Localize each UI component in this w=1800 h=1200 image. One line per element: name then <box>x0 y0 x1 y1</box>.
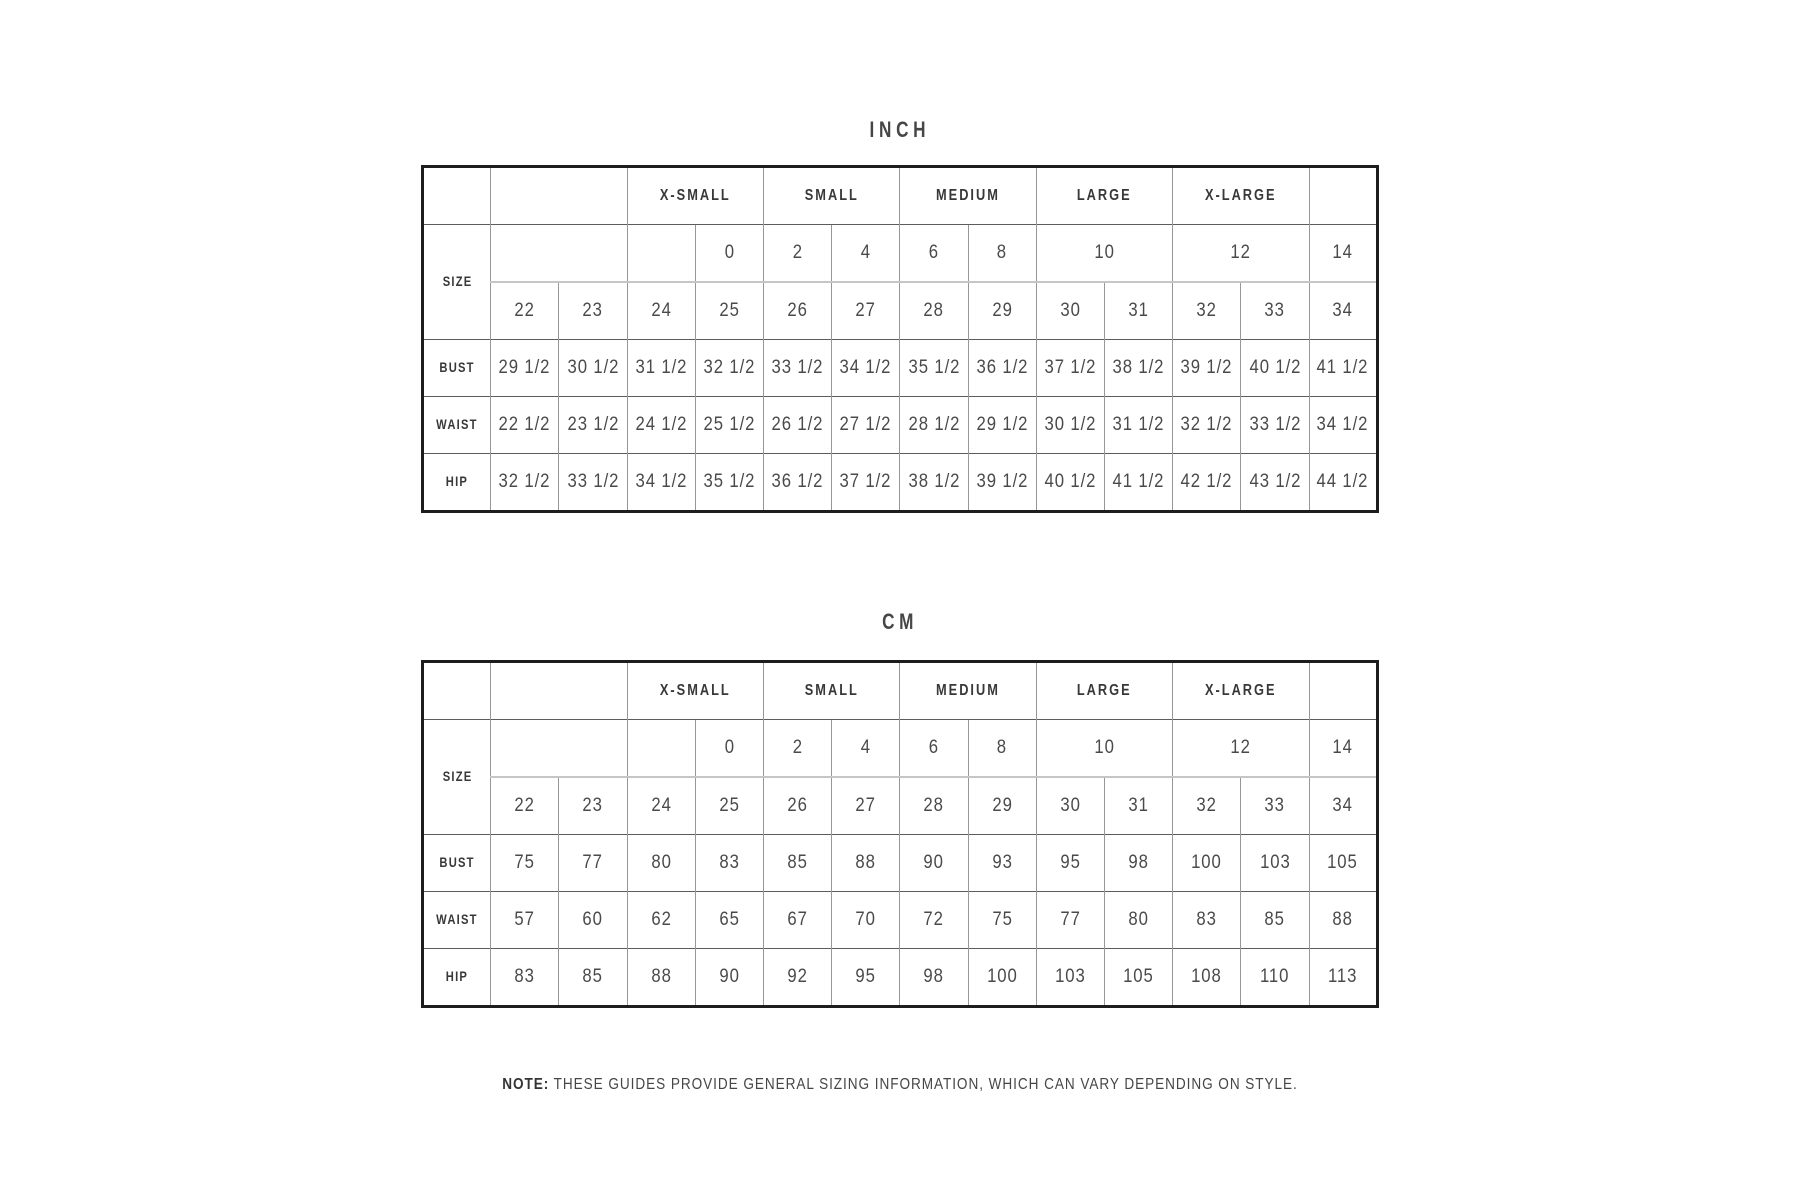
measurement-value-cell-text: 27 1/2 <box>839 414 892 435</box>
size-number-cell-text: 24 <box>651 300 672 321</box>
measurement-value-cell <box>1036 340 1104 397</box>
measurement-value-cell <box>1173 340 1241 397</box>
note-label: NOTE: <box>502 1076 550 1093</box>
size-number-cell-text: 31 <box>1128 795 1149 816</box>
measurement-value-cell-text: 80 <box>651 852 672 873</box>
numeric-size-cell-text: 4 <box>860 242 871 263</box>
size-number-cell-text: 25 <box>719 300 740 321</box>
measurement-value-cell-text: 44 1/2 <box>1316 471 1369 492</box>
measurement-value-cell <box>491 949 559 1007</box>
measurement-value-cell-text: 41 1/2 <box>1316 357 1369 378</box>
group-header-cell-medium <box>900 662 1036 720</box>
group-header-cell-small-text: SMALL <box>804 187 859 204</box>
note-body: THESE GUIDES PROVIDE GENERAL SIZING INFORMATION, WHICH CAN VARY DEPENDING ON STYLE. <box>549 1076 1298 1093</box>
size-number-cell-text: 33 <box>1264 300 1286 321</box>
measurement-value-cell <box>900 340 968 397</box>
measurement-value-cell <box>491 340 559 397</box>
measurement-value-cell <box>695 340 763 397</box>
measurement-value-cell <box>1036 892 1104 949</box>
size-number-cell <box>968 777 1036 835</box>
row-label-cell-waist <box>423 892 491 949</box>
sizing-note-text <box>502 1076 1298 1094</box>
measurement-value-cell <box>900 397 968 454</box>
group-header-cell-x-large-text: X-LARGE <box>1205 682 1277 699</box>
measurement-value-cell <box>1105 892 1173 949</box>
measurement-value-cell-text: 85 <box>787 852 808 873</box>
size-number-cell <box>1105 282 1173 340</box>
measurement-value-cell <box>900 454 968 512</box>
measurement-value-cell <box>627 397 695 454</box>
measurement-value-cell <box>1241 835 1309 892</box>
numeric-size-cell-text: 8 <box>997 242 1008 263</box>
measurement-value-cell-text: 39 1/2 <box>1180 357 1233 378</box>
size-number-cell-text: 29 <box>992 300 1013 321</box>
measurement-value-cell-text: 39 1/2 <box>976 471 1029 492</box>
measurement-value-cell-text: 92 <box>787 966 808 987</box>
empty-group-cell <box>1309 662 1377 720</box>
group-header-cell-medium <box>900 167 1036 225</box>
measurement-value-cell <box>559 949 627 1007</box>
measurement-value-cell <box>1309 949 1377 1007</box>
group-header-cell-x-small-text: X-SMALL <box>659 682 731 699</box>
group-header-cell-small <box>764 662 900 720</box>
measurement-value-cell-text: 29 1/2 <box>976 414 1029 435</box>
measurement-value-cell-text: 38 1/2 <box>908 471 960 492</box>
measurement-value-cell-text: 36 1/2 <box>771 471 824 492</box>
size-number-cell-text: 28 <box>923 795 945 816</box>
size-number-cell-text: 31 <box>1128 300 1149 321</box>
numeric-size-cell-text: 6 <box>928 242 940 263</box>
measurement-value-cell <box>695 892 763 949</box>
measurement-value-cell-text: 90 <box>923 852 945 873</box>
measurement-value-cell-text: 72 <box>923 909 945 930</box>
size-number-cell <box>559 282 627 340</box>
size-number-cell-text: 26 <box>787 795 808 816</box>
measurement-value-cell <box>1309 892 1377 949</box>
measurement-value-cell <box>1309 397 1377 454</box>
numeric-size-cell-text: 0 <box>724 242 735 263</box>
measurement-value-cell-text: 88 <box>855 852 877 873</box>
row-label-cell-hip-text: HIP <box>445 968 469 984</box>
numeric-size-cell-text: 8 <box>997 737 1008 758</box>
empty-cell <box>627 720 695 778</box>
measurement-value-cell <box>832 835 900 892</box>
numeric-size-cell <box>1173 720 1309 778</box>
numeric-size-cell <box>900 225 968 283</box>
measurement-value-cell-text: 30 1/2 <box>1044 414 1097 435</box>
numeric-size-cell <box>968 720 1036 778</box>
measurement-value-cell <box>968 340 1036 397</box>
measurement-value-cell-text: 113 <box>1328 966 1358 987</box>
empty-group-cell <box>423 662 491 720</box>
measurement-value-cell <box>559 454 627 512</box>
measurement-value-cell-text: 32 1/2 <box>703 357 756 378</box>
measurement-value-cell-text: 24 1/2 <box>635 414 688 435</box>
measurement-value-cell-text: 33 1/2 <box>567 471 619 492</box>
inch-table-title <box>421 117 1379 142</box>
measurement-value-cell <box>832 340 900 397</box>
measurement-value-cell-text: 42 1/2 <box>1180 471 1233 492</box>
measurement-value-cell-text: 35 1/2 <box>703 471 756 492</box>
group-header-cell-large-text: LARGE <box>1077 187 1132 204</box>
empty-group-cell <box>423 167 491 225</box>
group-header-cell-large <box>1036 167 1172 225</box>
group-header-cell-large-text: LARGE <box>1077 682 1132 699</box>
measurement-value-cell-text: 31 1/2 <box>635 357 688 378</box>
size-number-cell <box>832 282 900 340</box>
measurement-value-cell <box>1241 340 1309 397</box>
size-number-cell <box>764 777 832 835</box>
measurement-value-cell-text: 105 <box>1327 852 1359 873</box>
measurement-value-cell-text: 37 1/2 <box>1044 357 1097 378</box>
measurement-value-cell-text: 33 1/2 <box>1249 414 1301 435</box>
measurement-value-cell-text: 30 1/2 <box>567 357 619 378</box>
size-number-cell <box>627 777 695 835</box>
measurement-value-cell <box>1105 454 1173 512</box>
measurement-value-cell-text: 40 1/2 <box>1249 357 1301 378</box>
size-number-cell <box>1036 777 1104 835</box>
size-number-cell-text: 22 <box>514 795 535 816</box>
measurement-value-cell-text: 83 <box>1196 909 1218 930</box>
numeric-size-cell-text: 12 <box>1230 242 1252 263</box>
measurement-value-cell <box>1105 340 1173 397</box>
measurement-value-cell-text: 93 <box>992 852 1013 873</box>
numeric-size-cell <box>695 720 763 778</box>
measurement-value-cell <box>1173 892 1241 949</box>
group-header-cell-x-large <box>1173 662 1309 720</box>
size-number-cell <box>1105 777 1173 835</box>
measurement-value-cell-text: 41 1/2 <box>1112 471 1165 492</box>
cm-size-table <box>421 660 1379 1008</box>
numeric-size-cell <box>764 225 832 283</box>
group-header-cell-x-small-text: X-SMALL <box>659 187 731 204</box>
measurement-value-cell-text: 31 1/2 <box>1112 414 1165 435</box>
size-row-label-cell-text: SIZE <box>442 768 472 784</box>
size-number-cell-text: 33 <box>1264 795 1286 816</box>
inch-table-title-text: INCH <box>869 117 931 142</box>
measurement-value-cell-text: 95 <box>855 966 877 987</box>
cm-table-title-text: CM <box>881 609 919 634</box>
measurement-value-cell-text: 22 1/2 <box>498 414 551 435</box>
numeric-size-cell <box>1309 225 1377 283</box>
numeric-size-cell-text: 0 <box>724 737 735 758</box>
measurement-value-cell-text: 25 1/2 <box>703 414 756 435</box>
row-label-cell-hip-text: HIP <box>445 473 469 489</box>
measurement-value-cell <box>1173 397 1241 454</box>
measurement-value-cell <box>559 835 627 892</box>
measurement-value-cell-text: 88 <box>1332 909 1354 930</box>
size-number-cell <box>491 282 559 340</box>
measurement-value-cell-text: 33 1/2 <box>771 357 824 378</box>
cm-table-title <box>421 609 1379 634</box>
size-number-cell-text: 25 <box>719 795 740 816</box>
measurement-value-cell <box>1105 835 1173 892</box>
row-label-cell-waist-text: WAIST <box>436 416 478 432</box>
measurement-value-cell <box>1309 454 1377 512</box>
size-number-cell-text: 24 <box>651 795 672 816</box>
measurement-value-cell-text: 28 1/2 <box>908 414 960 435</box>
size-number-cell <box>1309 282 1377 340</box>
measurement-value-cell <box>968 454 1036 512</box>
size-number-cell-text: 28 <box>923 300 945 321</box>
size-number-cell <box>900 282 968 340</box>
size-number-cell-text: 22 <box>514 300 535 321</box>
group-header-cell-small <box>764 167 900 225</box>
measurement-value-cell-text: 77 <box>1060 909 1081 930</box>
measurement-value-cell <box>695 835 763 892</box>
empty-group-cell <box>491 167 627 225</box>
size-number-cell <box>627 282 695 340</box>
row-label-cell-bust <box>423 835 491 892</box>
size-row-label-cell <box>423 225 491 340</box>
measurement-value-cell-text: 85 <box>1264 909 1286 930</box>
size-number-cell-text: 30 <box>1060 300 1081 321</box>
numeric-size-cell <box>1036 225 1172 283</box>
numeric-size-cell-text: 2 <box>792 737 803 758</box>
group-header-cell-x-small <box>627 662 763 720</box>
numeric-size-cell <box>1173 225 1309 283</box>
measurement-value-cell <box>627 454 695 512</box>
measurement-value-cell <box>1105 949 1173 1007</box>
size-number-cell <box>764 282 832 340</box>
group-header-cell-x-small <box>627 167 763 225</box>
size-number-cell-text: 32 <box>1196 795 1218 816</box>
measurement-value-cell-text: 60 <box>582 909 604 930</box>
numeric-size-cell-text: 10 <box>1094 737 1115 758</box>
size-number-cell-text: 29 <box>992 795 1013 816</box>
measurement-value-cell <box>968 892 1036 949</box>
measurement-value-cell <box>968 835 1036 892</box>
measurement-value-cell <box>1173 949 1241 1007</box>
row-label-cell-bust-text: BUST <box>439 854 475 870</box>
measurement-value-cell-text: 65 <box>719 909 740 930</box>
size-number-cell <box>695 282 763 340</box>
group-header-cell-x-large <box>1173 167 1309 225</box>
measurement-value-cell-text: 32 1/2 <box>498 471 551 492</box>
inch-size-table <box>421 165 1379 513</box>
measurement-value-cell <box>968 397 1036 454</box>
size-number-cell-text: 34 <box>1332 795 1354 816</box>
measurement-value-cell <box>627 835 695 892</box>
measurement-value-cell <box>559 397 627 454</box>
row-label-cell-hip <box>423 454 491 512</box>
empty-cell <box>491 720 627 778</box>
measurement-value-cell <box>1309 835 1377 892</box>
measurement-value-cell-text: 75 <box>514 852 535 873</box>
measurement-value-cell <box>1173 835 1241 892</box>
measurement-value-cell-text: 34 1/2 <box>839 357 892 378</box>
numeric-size-cell <box>1036 720 1172 778</box>
size-number-cell <box>559 777 627 835</box>
measurement-value-cell-text: 26 1/2 <box>771 414 824 435</box>
measurement-value-cell-text: 100 <box>1191 852 1223 873</box>
measurement-value-cell <box>968 949 1036 1007</box>
measurement-value-cell-text: 40 1/2 <box>1044 471 1097 492</box>
measurement-value-cell <box>559 892 627 949</box>
sizing-note <box>0 1076 1800 1094</box>
size-number-cell-text: 23 <box>582 795 604 816</box>
measurement-value-cell-text: 62 <box>651 909 672 930</box>
measurement-value-cell-text: 90 <box>719 966 740 987</box>
measurement-value-cell <box>764 397 832 454</box>
size-number-cell <box>1309 777 1377 835</box>
numeric-size-cell <box>1309 720 1377 778</box>
measurement-value-cell <box>695 397 763 454</box>
measurement-value-cell <box>1036 835 1104 892</box>
numeric-size-cell <box>900 720 968 778</box>
group-header-cell-medium-text: MEDIUM <box>936 682 1001 699</box>
measurement-value-cell <box>764 835 832 892</box>
measurement-value-cell <box>900 835 968 892</box>
measurement-value-cell <box>764 454 832 512</box>
measurement-value-cell-text: 77 <box>582 852 604 873</box>
numeric-size-cell-text: 2 <box>792 242 803 263</box>
measurement-value-cell-text: 32 1/2 <box>1180 414 1233 435</box>
measurement-value-cell-text: 36 1/2 <box>976 357 1029 378</box>
measurement-value-cell-text: 70 <box>855 909 877 930</box>
group-header-cell-medium-text: MEDIUM <box>936 187 1001 204</box>
measurement-value-cell-text: 38 1/2 <box>1112 357 1165 378</box>
measurement-value-cell-text: 34 1/2 <box>635 471 688 492</box>
group-header-cell-large <box>1036 662 1172 720</box>
size-number-cell <box>832 777 900 835</box>
measurement-value-cell-text: 37 1/2 <box>839 471 892 492</box>
numeric-size-cell-text: 14 <box>1332 737 1354 758</box>
measurement-value-cell-text: 29 1/2 <box>498 357 551 378</box>
row-label-cell-hip <box>423 949 491 1007</box>
measurement-value-cell-text: 100 <box>986 966 1018 987</box>
numeric-size-cell <box>764 720 832 778</box>
size-number-cell <box>900 777 968 835</box>
measurement-value-cell-text: 105 <box>1123 966 1154 987</box>
measurement-value-cell <box>1036 454 1104 512</box>
measurement-value-cell <box>627 949 695 1007</box>
measurement-value-cell <box>900 949 968 1007</box>
measurement-value-cell-text: 67 <box>787 909 808 930</box>
measurement-value-cell-text: 80 <box>1128 909 1149 930</box>
numeric-size-cell-text: 12 <box>1230 737 1252 758</box>
measurement-value-cell <box>832 892 900 949</box>
measurement-value-cell-text: 103 <box>1259 852 1291 873</box>
measurement-value-cell <box>1309 340 1377 397</box>
size-row-label-cell <box>423 720 491 835</box>
measurement-value-cell <box>1241 454 1309 512</box>
numeric-size-cell <box>968 225 1036 283</box>
numeric-size-cell <box>832 225 900 283</box>
empty-cell <box>491 225 627 283</box>
measurement-value-cell <box>832 397 900 454</box>
size-number-cell <box>1173 777 1241 835</box>
numeric-size-cell-text: 6 <box>928 737 940 758</box>
measurement-value-cell <box>1036 397 1104 454</box>
group-header-cell-x-large-text: X-LARGE <box>1205 187 1277 204</box>
measurement-value-cell <box>627 340 695 397</box>
measurement-value-cell <box>559 340 627 397</box>
measurement-value-cell <box>1241 892 1309 949</box>
size-number-cell <box>1241 777 1309 835</box>
row-label-cell-bust-text: BUST <box>439 359 475 375</box>
measurement-value-cell <box>491 454 559 512</box>
measurement-value-cell <box>764 949 832 1007</box>
row-label-cell-waist <box>423 397 491 454</box>
empty-group-cell <box>491 662 627 720</box>
size-number-cell <box>1241 282 1309 340</box>
size-number-cell-text: 32 <box>1196 300 1218 321</box>
measurement-value-cell-text: 108 <box>1191 966 1223 987</box>
size-number-cell-text: 34 <box>1332 300 1354 321</box>
empty-cell <box>627 225 695 283</box>
numeric-size-cell-text: 4 <box>860 737 871 758</box>
measurement-value-cell <box>1105 397 1173 454</box>
row-label-cell-bust <box>423 340 491 397</box>
measurement-value-cell-text: 98 <box>1128 852 1149 873</box>
measurement-value-cell <box>900 892 968 949</box>
measurement-value-cell-text: 75 <box>992 909 1013 930</box>
measurement-value-cell <box>491 835 559 892</box>
measurement-value-cell <box>1241 949 1309 1007</box>
measurement-value-cell-text: 98 <box>923 966 945 987</box>
measurement-value-cell <box>695 454 763 512</box>
measurement-value-cell <box>764 340 832 397</box>
size-number-cell <box>1036 282 1104 340</box>
measurement-value-cell <box>627 892 695 949</box>
size-number-cell-text: 27 <box>855 795 877 816</box>
group-header-cell-small-text: SMALL <box>804 682 859 699</box>
measurement-value-cell-text: 88 <box>651 966 672 987</box>
size-number-cell-text: 27 <box>855 300 877 321</box>
numeric-size-cell <box>832 720 900 778</box>
measurement-value-cell-text: 34 1/2 <box>1316 414 1369 435</box>
measurement-value-cell-text: 43 1/2 <box>1249 471 1301 492</box>
size-number-cell <box>968 282 1036 340</box>
numeric-size-cell-text: 10 <box>1094 242 1115 263</box>
measurement-value-cell-text: 110 <box>1260 966 1290 987</box>
size-number-cell-text: 23 <box>582 300 604 321</box>
measurement-value-cell-text: 83 <box>514 966 535 987</box>
size-number-cell-text: 26 <box>787 300 808 321</box>
row-label-cell-waist-text: WAIST <box>436 911 478 927</box>
measurement-value-cell <box>832 949 900 1007</box>
measurement-value-cell <box>491 892 559 949</box>
measurement-value-cell <box>1173 454 1241 512</box>
empty-group-cell <box>1309 167 1377 225</box>
measurement-value-cell <box>1241 397 1309 454</box>
measurement-value-cell-text: 103 <box>1055 966 1086 987</box>
measurement-value-cell-text: 95 <box>1060 852 1081 873</box>
measurement-value-cell-text: 23 1/2 <box>567 414 619 435</box>
size-number-cell <box>1173 282 1241 340</box>
size-number-cell-text: 30 <box>1060 795 1081 816</box>
measurement-value-cell <box>491 397 559 454</box>
measurement-value-cell <box>1036 949 1104 1007</box>
measurement-value-cell <box>832 454 900 512</box>
measurement-value-cell-text: 57 <box>514 909 535 930</box>
measurement-value-cell <box>695 949 763 1007</box>
measurement-value-cell-text: 83 <box>719 852 740 873</box>
size-number-cell <box>695 777 763 835</box>
measurement-value-cell <box>764 892 832 949</box>
numeric-size-cell-text: 14 <box>1332 242 1354 263</box>
measurement-value-cell-text: 85 <box>582 966 604 987</box>
size-row-label-cell-text: SIZE <box>442 273 472 289</box>
size-number-cell <box>491 777 559 835</box>
numeric-size-cell <box>695 225 763 283</box>
measurement-value-cell-text: 35 1/2 <box>908 357 960 378</box>
